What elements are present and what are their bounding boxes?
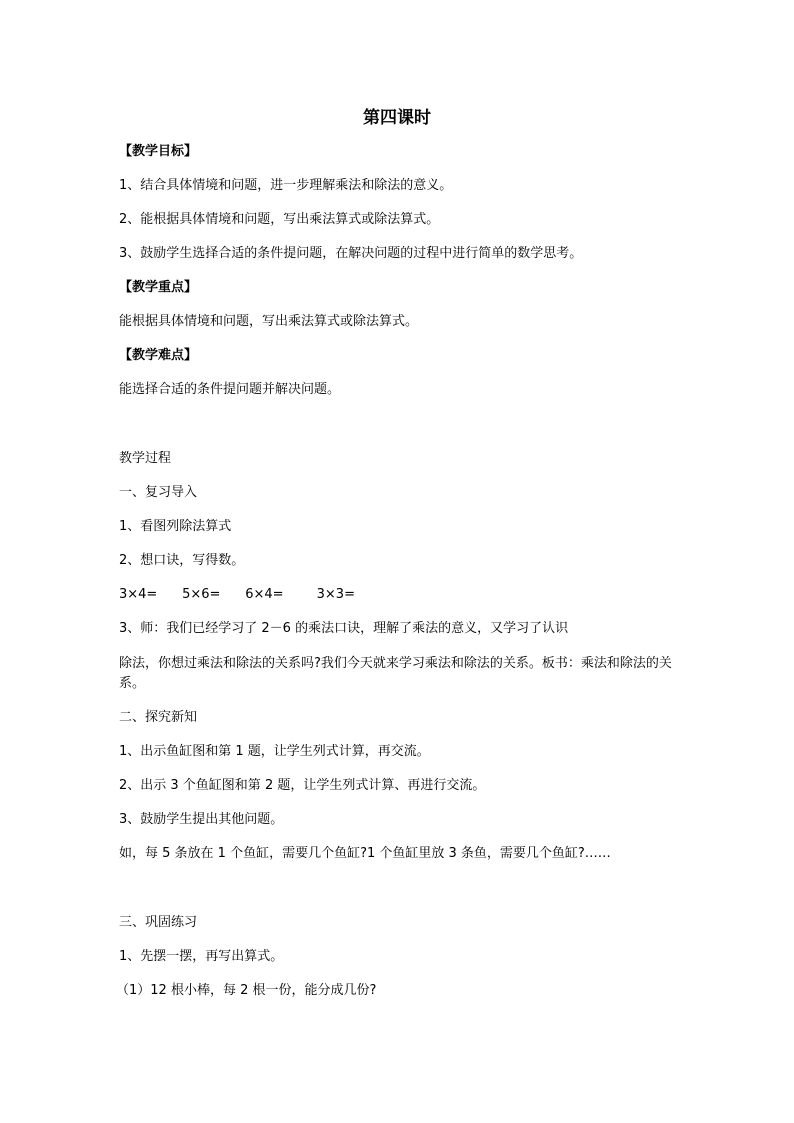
practice-item-1: 1、先摆一摆，再写出算式。 <box>119 949 284 964</box>
objective-item-3: 3、鼓励学生选择合适的条件提问题，在解决问题的过程中进行简单的数学思考。 <box>119 246 583 261</box>
section-heading-objectives: 【教学目标】 <box>119 144 198 159</box>
review-item-3-continued: 除法，你想过乘法和除法的关系吗?我们今天就来学习乘法和除法的关系。板书：乘法和除法的关系。 <box>119 656 672 691</box>
objective-item-1: 1、结合具体情境和问题，进一步理解乘法和除法的意义。 <box>119 178 453 193</box>
part-two-heading: 二、探究新知 <box>119 710 198 725</box>
section-heading-difficulties: 【教学难点】 <box>119 348 198 363</box>
explore-item-1: 1、出示鱼缸图和第 1 题，让学生列式计算，再交流。 <box>119 744 430 759</box>
practice-sub-item-1: （1）12 根小棒，每 2 根一份，能分成几份? <box>116 983 377 998</box>
difficulty-text: 能选择合适的条件提问题并解决问题。 <box>119 382 341 397</box>
review-item-1: 1、看图列除法算式 <box>119 519 232 534</box>
part-one-heading: 一、复习导入 <box>119 485 198 500</box>
review-item-3: 3、师：我们已经学习了 2－6 的乘法口诀，理解了乘法的意义，又学习了认识 <box>119 621 569 636</box>
multiplication-exercises: 3×4= 5×6= 6×4= 3×3= <box>119 587 355 602</box>
part-three-heading: 三、巩固练习 <box>119 915 198 930</box>
review-item-2: 2、想口诀，写得数。 <box>119 553 245 568</box>
process-heading: 教学过程 <box>119 451 172 466</box>
explore-example: 如，每 5 条放在 1 个鱼缸，需要几个鱼缸?1 个鱼缸里放 3 条鱼，需要几个鱼缸?…… <box>119 846 611 861</box>
key-point-text: 能根据具体情境和问题，写出乘法算式或除法算式。 <box>119 314 419 329</box>
objective-item-2: 2、能根据具体情境和问题，写出乘法算式或除法算式。 <box>119 212 440 227</box>
section-heading-key-points: 【教学重点】 <box>119 280 198 295</box>
explore-item-2: 2、出示 3 个鱼缸图和第 2 题，让学生列式计算、再进行交流。 <box>119 778 486 793</box>
explore-item-3: 3、鼓励学生提出其他问题。 <box>119 812 284 827</box>
page-title: 第四课时 <box>363 108 431 128</box>
